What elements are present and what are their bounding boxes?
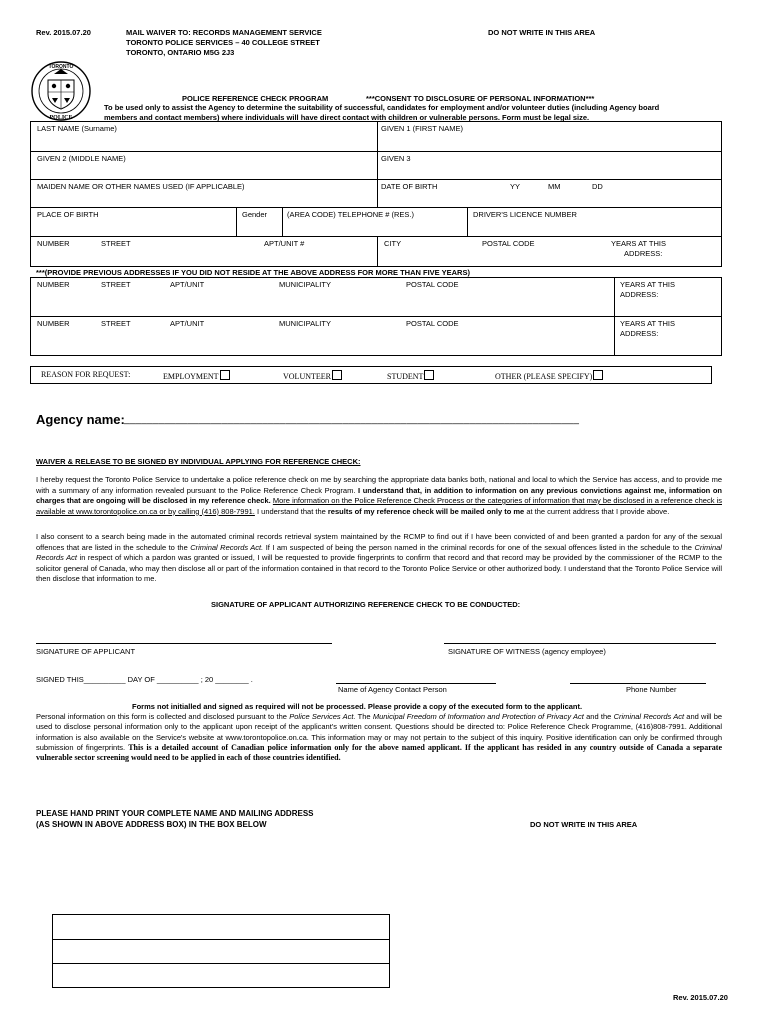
mailing-address-line — [52, 939, 390, 940]
do-not-write-label-top: DO NOT WRITE IN THIS AREA — [488, 28, 596, 37]
reason-student-label: STUDENT — [387, 372, 424, 381]
waiver-p1-link-c[interactable]: More information on the Police Reference Check Process or the categories of information that may be disclosed in a reference check is available at www.torontopolice.on.ca or by calling (416) 808-7991. — [36, 496, 722, 516]
mail-address-line-2: TORONTO POLICE SERVICES – 40 COLLEGE STREET — [126, 38, 320, 47]
agency-name-field[interactable]: _______________________________________________________________________________ — [124, 414, 580, 425]
grid-line — [236, 207, 237, 236]
prev1-number-field[interactable]: NUMBER — [37, 280, 70, 289]
notice-text-4: and will be used to disclose personal information only to the applicant upon receipt of the applicant's written consent. Questions should be directed to: Police Reference Check Programme, (416)808-7991. Additional information is also available on the Service's website at www.torontopolice.on.ca. This information may or may not pertain to the subject of this inquiry. Positive identification can only be confirmed through submission of fingerprints. — [36, 712, 723, 752]
phone-number-label: Phone Number — [626, 685, 677, 694]
prev2-street-field[interactable]: STREET — [101, 319, 131, 328]
reason-label: REASON FOR REQUEST: — [41, 370, 131, 379]
purpose-line-1: To be used only to assist the Agency to determine the suitability of successful, candidates for employment and/or volunteer duties (including Agency board — [104, 103, 660, 112]
witness-signature-line[interactable] — [444, 643, 716, 644]
grid-line — [30, 316, 722, 317]
postal-code-field[interactable]: POSTAL CODE — [482, 239, 535, 248]
reason-for-request-row — [30, 366, 712, 384]
waiver-p2-cra-2: Criminal Records Act — [36, 542, 722, 562]
mailing-address-box[interactable] — [52, 914, 390, 988]
maiden-name-field[interactable]: MAIDEN NAME OR OTHER NAMES USED (IF APPLICABLE) — [37, 182, 245, 191]
waiver-paragraph-1 — [36, 475, 722, 517]
prev2-postal-field[interactable]: POSTAL CODE — [406, 319, 459, 328]
given1-field[interactable]: GIVEN 1 (FIRST NAME) — [381, 124, 463, 133]
prev1-municipality-field[interactable]: MUNICIPALITY — [279, 280, 331, 289]
waiver-paragraph-2 — [36, 532, 722, 585]
mailing-instructions-line-2: (AS SHOWN IN ABOVE ADDRESS BOX) IN THE BOX BELOW — [36, 820, 267, 829]
prev2-years-line-2: ADDRESS: — [620, 329, 659, 338]
grid-line — [30, 151, 722, 152]
student-checkbox[interactable] — [424, 370, 434, 380]
grid-line — [377, 121, 378, 207]
dob-month-label: MM — [548, 182, 561, 191]
revision-label-bottom: Rev. 2015.07.20 — [673, 993, 728, 1002]
waiver-p2-text-b: If I am suspected of being the person named in the criminal records for one of the sexual offences listed in the schedule to the — [265, 542, 692, 552]
waiver-p2-text-c: in respect of which a pardon was granted or issued, I will be requested to provide fingerprints to confirm that record and that record may be provided by the commissioner of the RCMP to the solicitor general of Canada, who may then disclose all or part of the information contained in that record to the Toronto Police Service or other authorized body. I understand that the Toronto Police Service will then disclose that information to me. — [36, 553, 723, 583]
mail-address-line-1: MAIL WAIVER TO: RECORDS MANAGEMENT SERVICE — [126, 28, 322, 37]
prev2-municipality-field[interactable]: MUNICIPALITY — [279, 319, 331, 328]
reason-volunteer-label: VOLUNTEER — [283, 372, 331, 381]
phone-number-line[interactable] — [570, 683, 706, 684]
signature-heading: SIGNATURE OF APPLICANT AUTHORIZING REFERENCE CHECK TO BE CONDUCTED: — [211, 600, 521, 609]
grid-line — [377, 236, 378, 267]
notice-bold-tail: This is a detailed account of Canadian police information only for the above named applicant. If the applicant has resided in any country outside of Canada a separate vulnerable sector screening would need to be applied in each of those countries identified. — [36, 742, 723, 763]
employment-checkbox[interactable] — [220, 370, 230, 380]
waiver-p1-text-d: I understand that the — [256, 506, 326, 516]
privacy-notice-paragraph — [36, 712, 722, 763]
contact-person-label: Name of Agency Contact Person — [338, 685, 447, 694]
grid-line — [282, 207, 283, 236]
notice-text-2: The — [357, 712, 371, 721]
prev1-apt-field[interactable]: APT/UNIT — [170, 280, 205, 289]
years-at-address-line-1[interactable]: YEARS AT THIS — [611, 239, 667, 248]
given3-field[interactable]: GIVEN 3 — [381, 154, 411, 163]
grid-line — [30, 179, 722, 180]
date-of-birth-field[interactable]: DATE OF BIRTH — [381, 182, 438, 191]
gender-field[interactable]: Gender — [242, 210, 268, 219]
signed-this-date-fields[interactable]: SIGNED THIS__________ DAY OF __________ ; 20 ________ . — [36, 675, 253, 684]
city-field[interactable]: CITY — [384, 239, 402, 248]
notice-psa: Police Services Act. — [289, 712, 356, 721]
contact-person-line[interactable] — [336, 683, 496, 684]
prev1-years-line-1[interactable]: YEARS AT THIS — [620, 280, 676, 289]
waiver-p2-text-a: I also consent to a search being made in the automated criminal records retrieval system maintained by the RCMP to find out if I have been convicted of and been granted a pardon for any of the sexual offences that are listed in the schedule to the — [36, 532, 722, 552]
other-checkbox[interactable] — [593, 370, 603, 380]
prev2-years-line-1[interactable]: YEARS AT THIS — [620, 319, 676, 328]
waiver-heading: WAIVER & RELEASE TO BE SIGNED BY INDIVIDUAL APPLYING FOR REFERENCE CHECK: — [36, 457, 361, 466]
waiver-p1-bold-b: I understand that, in addition to information on any previous convictions against me, information on charges that are ongoing will be disclosed in my reference check. — [36, 485, 722, 505]
seal-text-top: TORONTO — [48, 64, 74, 70]
agency-name-label: Agency name: — [36, 412, 125, 427]
prev2-apt-field[interactable]: APT/UNIT — [170, 319, 205, 328]
consent-heading: ***CONSENT TO DISCLOSURE OF PERSONAL INFORMATION*** — [366, 94, 595, 103]
waiver-p1-text-f: at the current address that I provide above. — [526, 506, 670, 516]
reason-other[interactable] — [495, 370, 603, 381]
dob-year-label: YY — [510, 182, 521, 191]
reason-student[interactable] — [387, 370, 434, 381]
reason-volunteer[interactable] — [283, 370, 342, 381]
notice-cra: Criminal Records Act — [613, 712, 685, 721]
last-name-field[interactable]: LAST NAME (Surname) — [37, 124, 117, 133]
telephone-field[interactable]: (AREA CODE) TELEPHONE # (RES.) — [287, 210, 414, 219]
years-at-address-line-2: ADDRESS: — [624, 249, 663, 258]
do-not-write-label-bottom: DO NOT WRITE IN THIS AREA — [530, 820, 638, 829]
applicant-signature-label: SIGNATURE OF APPLICANT — [36, 647, 136, 656]
apt-unit-field[interactable]: APT/UNIT # — [264, 239, 305, 248]
dob-day-label: DD — [592, 182, 603, 191]
toronto-police-seal-icon — [30, 60, 92, 122]
notice-text-1: Personal information on this form is collected and disclosed pursuant to the — [36, 712, 287, 721]
street-field[interactable]: STREET — [101, 239, 131, 248]
grid-line — [30, 207, 722, 208]
waiver-p1-bold-e: results of my reference check will be mailed only to me — [327, 506, 525, 516]
reason-employment[interactable] — [163, 370, 230, 381]
notice-mfippa: Municipal Freedom of Information and Protection of Privacy Act — [372, 712, 584, 721]
grid-line — [467, 207, 468, 236]
waiver-p2-cra-1: Criminal Records Act. — [190, 542, 264, 552]
volunteer-checkbox[interactable] — [332, 370, 342, 380]
witness-signature-label: SIGNATURE OF WITNESS (agency employee) — [448, 647, 606, 656]
grid-line — [30, 236, 722, 237]
prev1-years-line-2: ADDRESS: — [620, 290, 659, 299]
revision-label-top: Rev. 2015.07.20 — [36, 28, 91, 37]
street-number-field[interactable]: NUMBER — [37, 239, 70, 248]
previous-addresses-heading: ***(PROVIDE PREVIOUS ADDRESSES IF YOU DID NOT RESIDE AT THE ABOVE ADDRESS FOR MORE THAN FIVE YEARS) — [36, 268, 470, 277]
given2-field[interactable]: GIVEN 2 (MIDDLE NAME) — [37, 154, 126, 163]
purpose-line-2: members and contact members) where individuals will have direct contact with children or vulnerable persons. Form must be legal size. — [104, 113, 590, 122]
mail-address-line-3: TORONTO, ONTARIO M5G 2J3 — [126, 48, 235, 57]
applicant-signature-line[interactable] — [36, 643, 332, 644]
reason-other-label: OTHER (PLEASE SPECIFY) — [495, 372, 593, 381]
prev1-postal-field[interactable]: POSTAL CODE — [406, 280, 459, 289]
mailing-address-line — [52, 963, 390, 964]
reason-employment-label: EMPLOYMENT — [163, 372, 219, 381]
notice-text-3: and the — [586, 712, 612, 721]
grid-line — [614, 277, 615, 356]
waiver-p1-text-a: I hereby request the Toronto Police Service to undertake a police reference check on me by searching the appropriate data banks both, national and local to which the Service has access, and to provide me with a summary of any information revealed pursuant to the Police Reference Check Program. — [36, 475, 722, 495]
seal-text-bottom: POLICE — [49, 115, 73, 121]
program-title: POLICE REFERENCE CHECK PROGRAM — [182, 94, 329, 103]
mailing-instructions-line-1: PLEASE HAND PRINT YOUR COMPLETE NAME AND MAILING ADDRESS — [36, 809, 314, 818]
not-processed-notice: Forms not initialled and signed as required will not be processed. Please provide a copy of the executed form to the applicant. — [132, 702, 583, 711]
prev2-number-field[interactable]: NUMBER — [37, 319, 70, 328]
place-of-birth-field[interactable]: PLACE OF BIRTH — [37, 210, 99, 219]
prev1-street-field[interactable]: STREET — [101, 280, 131, 289]
drivers-licence-field[interactable]: DRIVER'S LICENCE NUMBER — [473, 210, 577, 219]
